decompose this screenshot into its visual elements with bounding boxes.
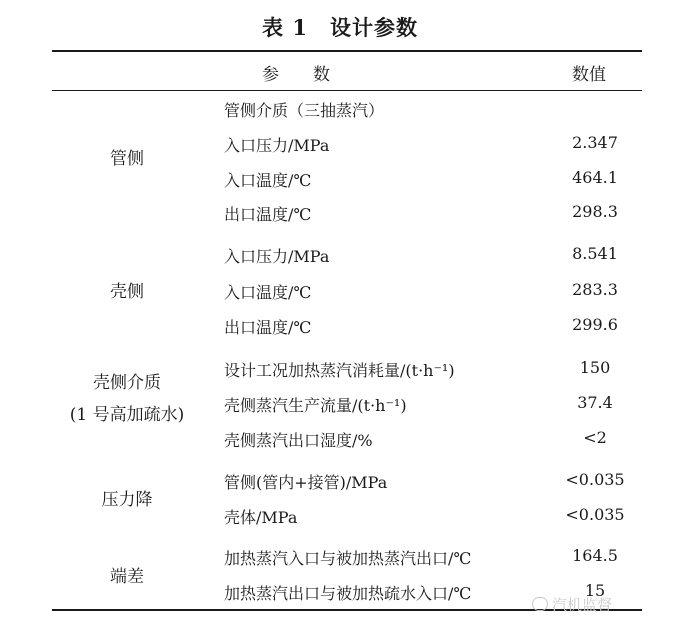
- param-value: 37.4: [577, 393, 613, 412]
- wechat-icon: [532, 597, 548, 611]
- header-value: 数值: [572, 65, 606, 85]
- param-label: 入口温度/℃: [224, 171, 312, 190]
- param-value: <2: [583, 428, 607, 447]
- param-label: 壳体/MPa: [224, 508, 298, 527]
- header-param: 参数: [262, 65, 364, 85]
- param-label: 加热蒸汽出口与被加热疏水入口/℃: [224, 584, 472, 603]
- param-label: 出口温度/℃: [224, 205, 312, 224]
- table-row: [220, 424, 642, 454]
- param-label: 管侧(管内+接管)/MPa: [224, 473, 388, 492]
- param-label: 壳侧蒸汽出口湿度/%: [224, 431, 373, 450]
- param-value: <0.035: [565, 505, 625, 524]
- table-row: [220, 389, 642, 419]
- param-value: 150: [579, 358, 611, 377]
- param-label: 出口温度/℃: [224, 318, 312, 337]
- table-row: [220, 94, 642, 124]
- group-shell-medium: 壳侧介质: [93, 373, 161, 393]
- param-label: 入口压力/MPa: [224, 247, 330, 266]
- top-rule: [52, 50, 642, 52]
- param-label: 管侧介质（三抽蒸汽）: [224, 101, 385, 120]
- table-row: [220, 129, 642, 159]
- table-row: [220, 311, 642, 341]
- param-value: 15: [584, 581, 606, 600]
- group-terminal-difference: 端差: [110, 567, 144, 587]
- param-label: 壳侧蒸汽生产流量/(t·h⁻¹): [224, 396, 407, 415]
- param-value: 464.1: [572, 168, 618, 187]
- table-row: [220, 240, 642, 270]
- table-row: [220, 466, 642, 496]
- param-label: 加热蒸汽入口与被加热蒸汽出口/℃: [224, 549, 472, 568]
- table-row: [220, 164, 642, 194]
- table-row: [220, 198, 642, 228]
- table-row: [220, 354, 642, 384]
- table-row: [220, 276, 642, 306]
- param-label: 入口温度/℃: [224, 283, 312, 302]
- param-value: 2.347: [572, 133, 618, 152]
- group-shell-side: 壳侧: [110, 282, 144, 302]
- watermark: [532, 594, 612, 615]
- table-title: 表 1 设计参数: [262, 15, 418, 40]
- param-label: 入口压力/MPa: [224, 136, 330, 155]
- param-value: 298.3: [572, 202, 618, 221]
- param-value: 283.3: [572, 280, 618, 299]
- header-rule: [52, 90, 642, 91]
- group-shell-medium-sub: (1 号高加疏水): [69, 405, 185, 425]
- param-value: <0.035: [565, 470, 625, 489]
- param-label: 设计工况加热蒸汽消耗量/(t·h⁻¹): [224, 361, 455, 380]
- table-row: [220, 501, 642, 531]
- table-row: [220, 542, 642, 572]
- watermark-text: 汽机监督: [552, 596, 613, 614]
- param-value: 164.5: [572, 546, 618, 565]
- group-pressure-drop: 压力降: [101, 490, 153, 510]
- param-value: 8.541: [572, 244, 618, 263]
- param-value: 299.6: [572, 315, 618, 334]
- group-tube-side: 管侧: [110, 149, 144, 169]
